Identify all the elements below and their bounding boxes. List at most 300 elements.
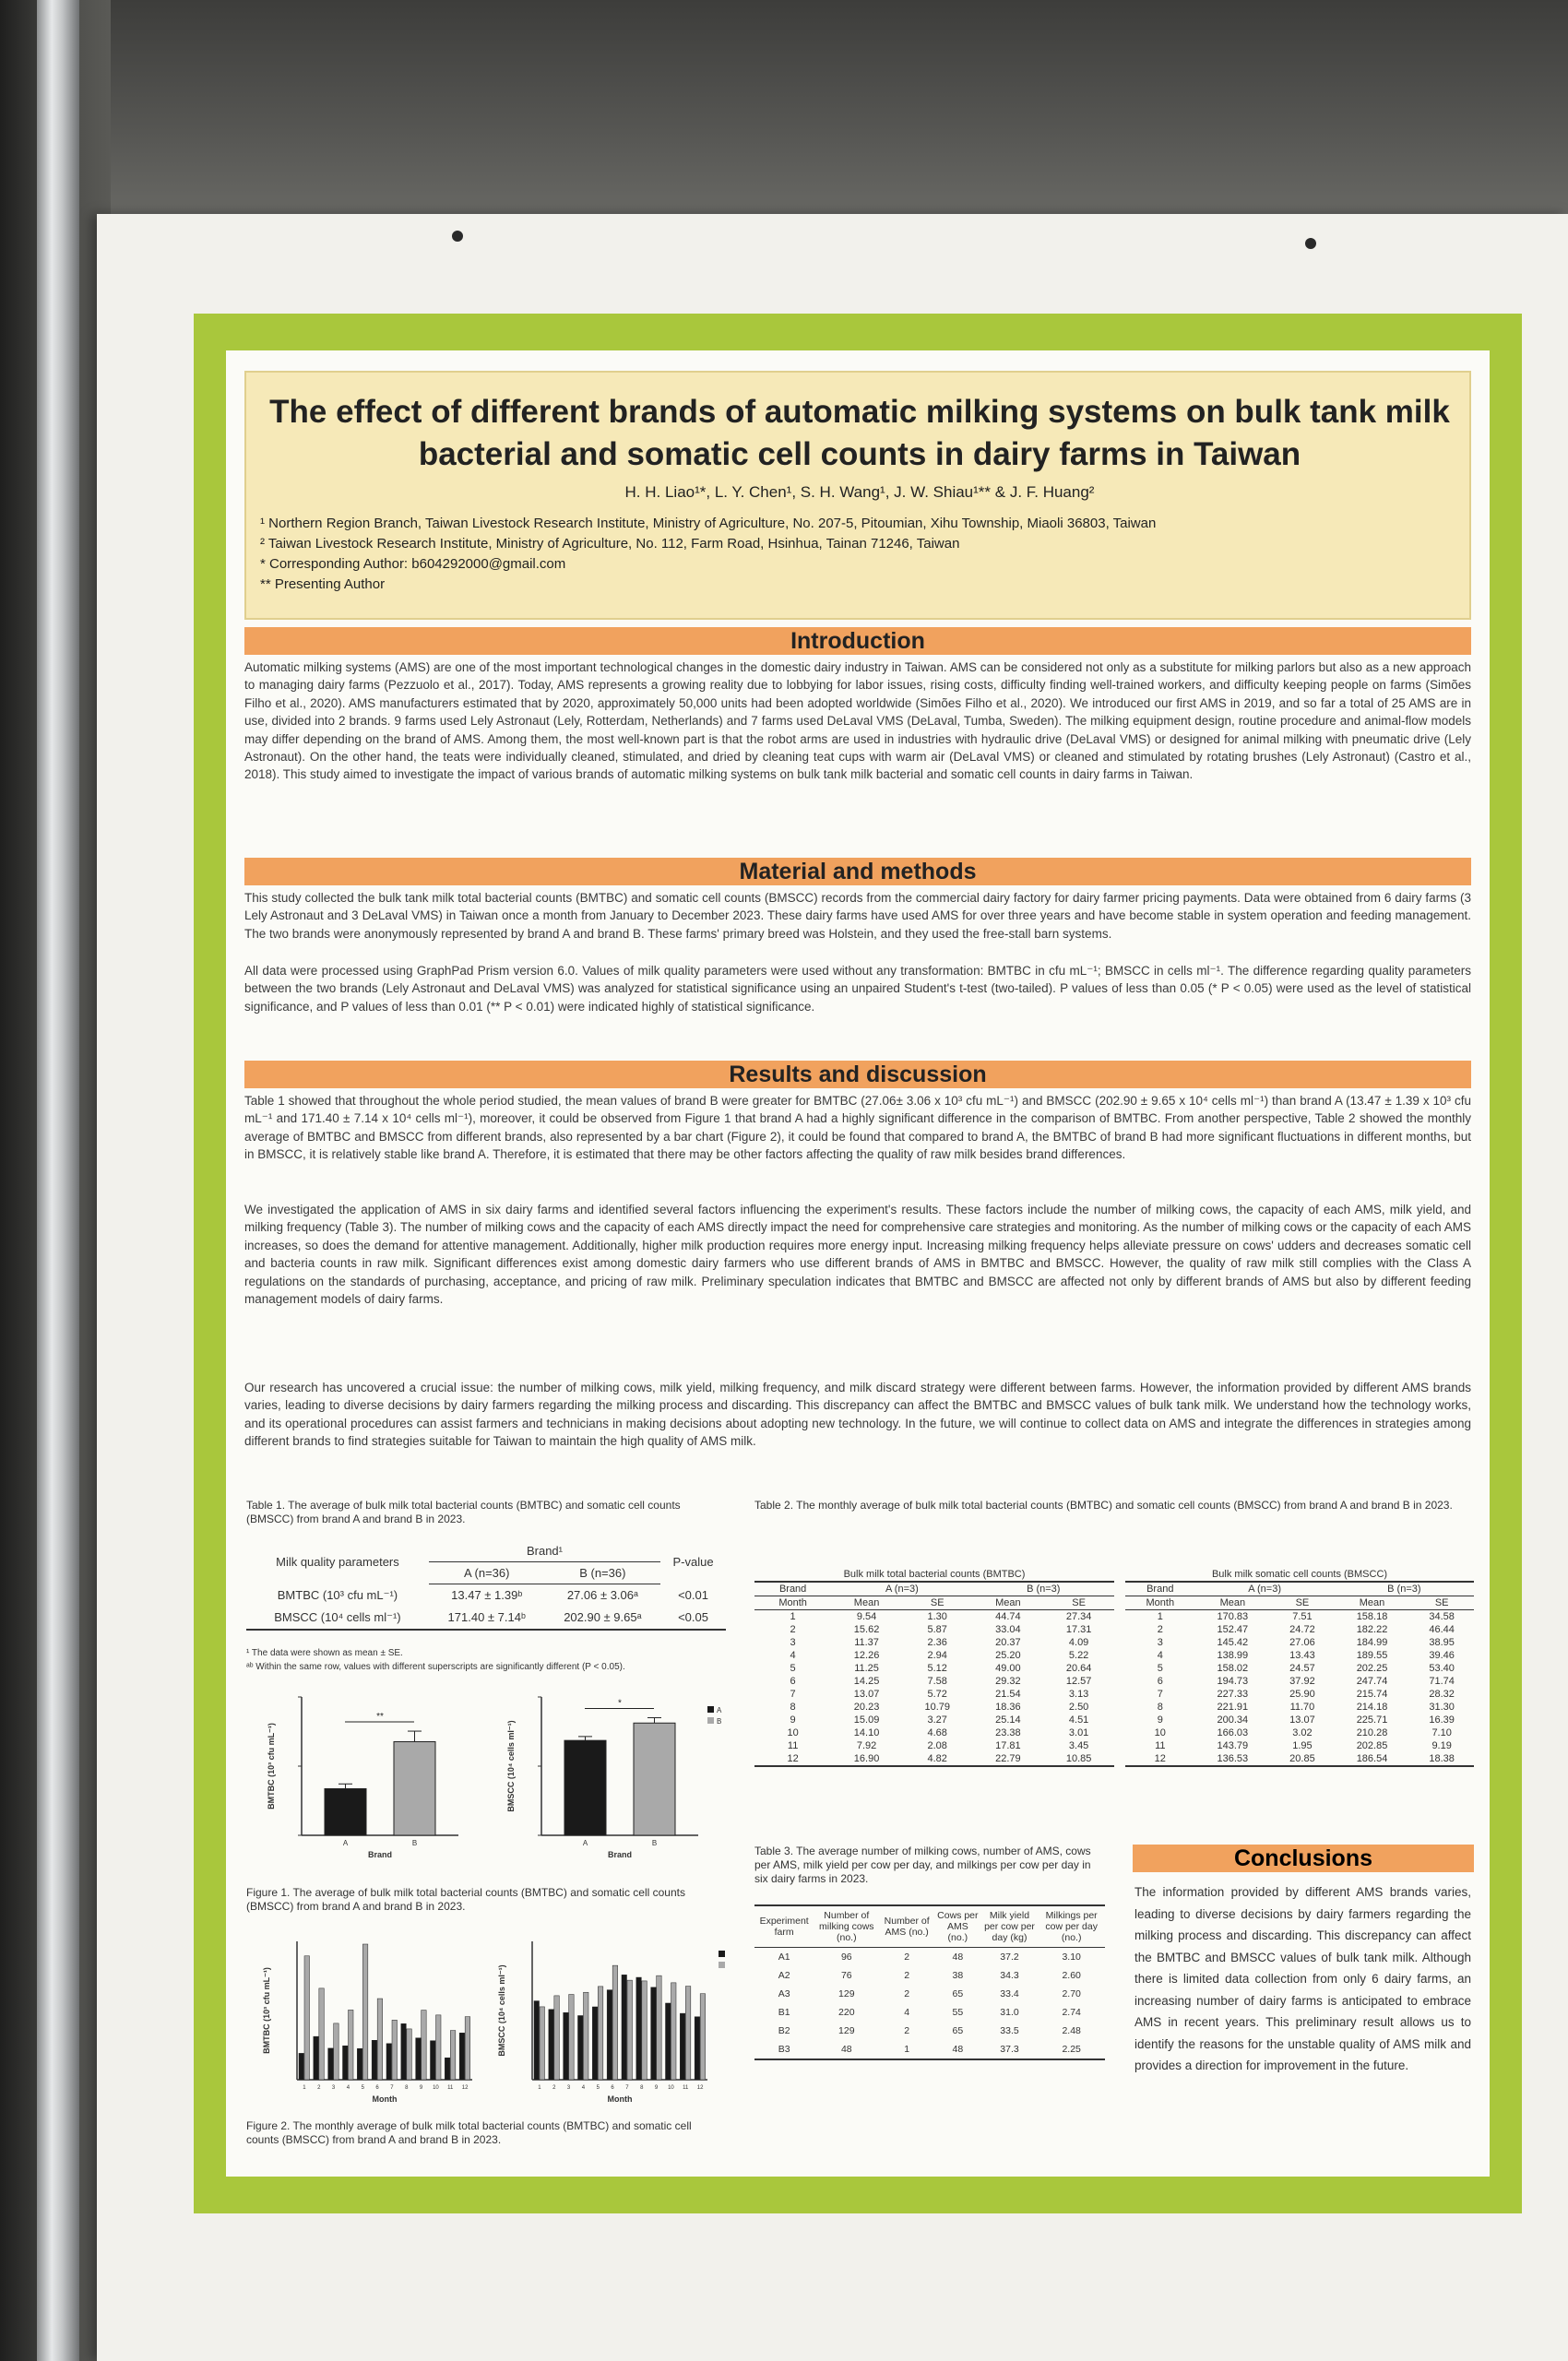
tick-label: 9 — [654, 2085, 659, 2091]
bar — [564, 2012, 569, 2080]
table-cell: 44.74 — [995, 1611, 1021, 1622]
table-cell: 210.28 — [1356, 1727, 1388, 1738]
bar — [343, 2046, 349, 2080]
bar — [540, 2007, 545, 2080]
table-cell: 2 — [790, 1624, 796, 1635]
table2-bmtbc — [754, 1568, 1114, 1767]
table-cell: 5 — [790, 1663, 796, 1674]
table-cell: 46.44 — [1429, 1624, 1455, 1635]
table-cell: 2.48 — [1062, 2025, 1081, 2036]
table-row — [1125, 1688, 1474, 1701]
table-cell: 2.36 — [927, 1637, 947, 1648]
table-row — [1125, 1636, 1474, 1649]
tick-label: 1 — [538, 2085, 541, 2091]
bar — [685, 1987, 691, 2080]
x-axis-label: Month — [607, 2094, 633, 2104]
poster-content — [226, 350, 1490, 2177]
bar — [627, 1980, 633, 2080]
bar — [431, 2041, 436, 2080]
bar — [554, 1996, 560, 2080]
table3-header: Milkings per cow per day (no.) — [1038, 1905, 1105, 1948]
table-cell: 11 — [787, 1740, 799, 1751]
methods-text-2: All data were processed using GraphPad Prism version 6.0. Values of milk quality parameters were used without any transformation: BMTBC in cfu mL⁻¹; BMSCC in cells ml⁻¹. The difference regarding quality parameters between the two brands (Lely Astronaut and DeLaval VMS) was analyzed for statistical significance using an unpaired Student's t-test (two-tailed). P values of less than 0.05 (* P < 0.05) were used as the level of statistical significance, and P values of less than 0.01 (** P < 0.01) were indicated highly of statistical significance. — [244, 964, 1471, 1014]
table-cell: 4 — [1157, 1650, 1163, 1661]
bar — [392, 2020, 398, 2080]
table-row — [754, 2003, 1105, 2022]
bar — [680, 2013, 685, 2080]
tick-label: B — [411, 1839, 418, 1847]
table-cell: 158.02 — [1217, 1663, 1249, 1674]
table-cell: 20.37 — [995, 1637, 1021, 1648]
bar — [612, 1965, 618, 2080]
table-cell: 221.91 — [1217, 1702, 1249, 1713]
bar — [584, 1992, 589, 2080]
table-row — [246, 1584, 726, 1607]
table-cell: 24.72 — [1289, 1624, 1315, 1635]
bar — [304, 1956, 310, 2080]
table2-b-header: B (n=3) — [1335, 1582, 1474, 1596]
table2-b-header: B (n=3) — [973, 1582, 1114, 1596]
table-cell: 220 — [838, 2007, 855, 2018]
presenting-author: ** Presenting Author — [260, 576, 386, 592]
table-cell: 5.72 — [927, 1689, 947, 1700]
table1 — [246, 1540, 726, 1631]
bar — [666, 2003, 671, 2080]
table-row — [1125, 1739, 1474, 1752]
results-text-1: Table 1 showed that throughout the whole period studied, the mean values of brand B were greater for BMTBC (27.06± 3.06 x 10³ cfu mL⁻¹) and BMSCC (202.90 ± 9.65 x 10⁴ cells ml⁻¹) than brand A (13.47 ± 1.39 x 10³ cfu mL⁻¹ and 171.40 ± 7.14 x 10⁴ cells ml⁻¹), moreover, it could be observed from Figure 1 that brand A had a highly significant difference in the comparison of BMTBC. From another perspective, Table 2 showed the monthly average of BMTBC and BMSCC from different brands, also represented by a bar chart (Figure 2), it could be found that compared to brand A, the BMTBC of brand B had more significant fluctuations in different months, but in BMSCC, it is relatively stable like brand A. Therefore, it is estimated that there may be other factors affecting the quality of raw milk besides brand differences. — [244, 1094, 1471, 1162]
bar — [314, 2036, 319, 2080]
table-cell: 17.81 — [995, 1740, 1021, 1751]
table-cell: 2.70 — [1062, 1988, 1081, 1999]
table-cell: 24.57 — [1289, 1663, 1315, 1674]
legend-swatch — [719, 1962, 725, 1968]
conclusions-text: The information provided by different AMS brands varies, leading to diverse decisions by dairy farmers regarding the milking process and discarding. This discrepancy can affect the BMTBC and BMSCC values of bulk tank milk. Although there is limited data collection from only 6 dairy farms, an increasing number of dairy farms is anticipated to embrace AMS in recent years. This preliminary result allows us to identify the reasons for the unstable quality of AMS milk and provides a direction for improvement in the future. — [1134, 1885, 1471, 2072]
table-cell: 9 — [1157, 1714, 1163, 1726]
bar — [459, 2033, 465, 2080]
table-row — [754, 2022, 1105, 2040]
table2-mean-label: Mean — [973, 1596, 1044, 1610]
table-cell: 186.54 — [1335, 1752, 1410, 1766]
table-cell: 21.54 — [995, 1689, 1021, 1700]
y-axis-label: BMSCC (10⁴ cells ml⁻¹) — [497, 1964, 506, 2057]
table3-header: Cows per AMS (no.) — [934, 1905, 981, 1948]
bar — [422, 2011, 427, 2080]
table3 — [754, 1904, 1105, 2060]
table-cell: 14.10 — [853, 1727, 880, 1738]
table-cell: 34.3 — [1000, 1970, 1019, 1981]
wall-background — [0, 0, 1568, 231]
table-cell: 71.74 — [1429, 1676, 1455, 1687]
table-cell: 136.53 — [1195, 1752, 1271, 1766]
bar — [416, 2038, 422, 2080]
bar — [578, 2016, 584, 2080]
table-cell: 247.74 — [1356, 1676, 1388, 1687]
table-cell: 3.01 — [1068, 1727, 1089, 1738]
bar — [569, 1995, 575, 2080]
table-cell: 4.68 — [927, 1727, 947, 1738]
table2-mean-label: Mean — [1195, 1596, 1271, 1610]
table2-se-label: SE — [1043, 1596, 1114, 1610]
table-cell: 152.47 — [1217, 1624, 1249, 1635]
significance-label: * — [618, 1698, 622, 1709]
tick-label: 11 — [447, 2085, 454, 2091]
table-cell: <0.01 — [678, 1588, 708, 1602]
tick-label: 3 — [566, 2085, 571, 2091]
table-cell: 25.20 — [995, 1650, 1021, 1661]
table-cell: 13.07 — [1289, 1714, 1315, 1726]
bar — [386, 2044, 392, 2080]
table-cell: 38.95 — [1429, 1637, 1455, 1648]
x-axis-label: Month — [372, 2094, 398, 2104]
table2-se-label: SE — [902, 1596, 973, 1610]
table-cell: A1 — [778, 1952, 790, 1963]
table-row — [754, 1752, 1114, 1766]
table-cell: 4 — [790, 1650, 796, 1661]
table-cell: 10.79 — [924, 1702, 950, 1713]
table-cell: 5.12 — [927, 1663, 947, 1674]
conclusions-heading: Conclusions — [1133, 1845, 1474, 1872]
table-cell: 29.32 — [995, 1676, 1021, 1687]
table-cell: BMSCC (10⁴ cells ml⁻¹) — [274, 1609, 401, 1624]
table3-header: Milk yield per cow per day (kg) — [981, 1905, 1039, 1948]
table-cell: 33.5 — [1000, 2025, 1019, 2036]
bar — [622, 1975, 627, 2080]
table1-brand-header: Brand¹ — [429, 1540, 660, 1562]
table-cell: 12 — [754, 1752, 831, 1766]
table-cell: 6 — [1157, 1676, 1163, 1687]
table-cell: 48 — [934, 2040, 981, 2059]
table-cell: 5.87 — [927, 1624, 947, 1635]
table-cell: 37.2 — [1000, 1952, 1019, 1963]
poster — [194, 314, 1522, 2213]
table2-se-label: SE — [1409, 1596, 1474, 1610]
table-cell: 4.51 — [1068, 1714, 1089, 1726]
table-cell: 6 — [790, 1676, 796, 1687]
table1-a-header: A (n=36) — [429, 1562, 545, 1584]
table-cell: 5 — [1157, 1663, 1163, 1674]
significance-label: ** — [376, 1712, 384, 1723]
table1-note-2: ᵃᵇ Within the same row, values with different superscripts are significantly different (P < 0.05). — [246, 1662, 625, 1672]
bar — [319, 1988, 325, 2080]
table2-month-label: Month — [1125, 1596, 1195, 1610]
bar — [357, 2048, 362, 2080]
bar — [592, 2007, 598, 2080]
bar — [636, 1977, 642, 2080]
tick-label: 2 — [552, 2085, 556, 2091]
table-cell: 3.13 — [1068, 1689, 1089, 1700]
table2-a-header: A (n=3) — [831, 1582, 972, 1596]
figure2-caption: Figure 2. The monthly average of bulk milk total bacterial counts (BMTBC) and somatic cell counts (BMSCC) from brand A and brand B in 2023. — [246, 2119, 692, 2146]
poster-title: The effect of different brands of automatic milking systems on bulk tank milk bacterial and somatic cell counts in dairy farms in Taiwan — [269, 394, 1450, 472]
methods-heading: Material and methods — [244, 858, 1471, 885]
table-cell: 194.73 — [1217, 1676, 1249, 1687]
table-cell: 10 — [1154, 1727, 1166, 1738]
table-cell: 22.79 — [973, 1752, 1044, 1766]
table-cell: 166.03 — [1217, 1727, 1249, 1738]
table-row — [754, 2040, 1105, 2059]
table-cell: 227.33 — [1217, 1689, 1249, 1700]
bar — [695, 2017, 700, 2080]
table-cell: 225.71 — [1356, 1714, 1388, 1726]
table-row — [754, 1948, 1105, 1967]
tick-label: 10 — [668, 2085, 674, 2091]
tick-label: A — [582, 1839, 588, 1847]
table-cell: 138.99 — [1217, 1650, 1249, 1661]
table2-mean-label: Mean — [831, 1596, 902, 1610]
table2-a-header: A (n=3) — [1195, 1582, 1335, 1596]
table-cell: 129 — [838, 1988, 855, 1999]
tick-label: 4 — [346, 2085, 350, 2091]
metal-pole — [37, 0, 79, 2361]
table-row — [754, 1985, 1105, 2003]
table1-caption: Table 1. The average of bulk milk total bacterial counts (BMTBC) and somatic cell counts (BMSCC) from brand A and brand B in 2023. — [246, 1499, 681, 1525]
bar — [394, 1742, 435, 1835]
table-row — [754, 1649, 1114, 1662]
table-cell: 3.10 — [1062, 1952, 1081, 1963]
table-cell: 8 — [790, 1702, 796, 1713]
table-cell: <0.05 — [678, 1610, 708, 1624]
bar — [436, 2015, 442, 2080]
table2-bmscc-title: Bulk milk somatic cell counts (BMSCC) — [1125, 1568, 1474, 1582]
table-cell: 11.70 — [1289, 1702, 1315, 1713]
table-cell: 76 — [840, 1970, 852, 1981]
tick-label: 6 — [611, 2085, 614, 2091]
y-axis-label: BMTBC (10³ cfu mL⁻¹) — [267, 1723, 276, 1809]
table-cell: 4.09 — [1068, 1637, 1089, 1648]
table-row — [754, 1726, 1114, 1739]
table-row — [754, 1610, 1114, 1624]
table3-header: Number of milking cows (no.) — [814, 1905, 879, 1948]
tick-label: 12 — [696, 2085, 704, 2091]
table-cell: 53.40 — [1429, 1663, 1455, 1674]
pin-icon — [452, 231, 463, 242]
table-cell: 2.50 — [1068, 1702, 1089, 1713]
table-cell: 182.22 — [1356, 1624, 1388, 1635]
table-row — [1125, 1675, 1474, 1688]
table2-bmscc — [1125, 1568, 1474, 1767]
legend-label: A — [717, 1706, 722, 1714]
intro-text: Automatic milking systems (AMS) are one of the most important technological changes in the domestic dairy industry in Taiwan. AMS can be considered not only as a substitute for milking parlors but also as a new approach to managing dairy farms (Pezzuolo et al., 2017). Today, AMS represents a growing reality due to lobbying for labor issues, rising costs, difficulty finding well-trained workers, and difficulty keeping people on farms (Simões Filho et al., 2020). AMS manufacturers estimated that by 2020, approximately 50,000 units had been adopted worldwide (Simões Filho et al., 2020). We introduced our first AMS in 2019, and so far a total of 25 AMS are in use, divided into 2 brands. 9 farms used Lely Astronaut (Lely, Rotterdam, Netherlands) and 7 farms used DeLaval VMS (DeLaval, Tumba, Sweden). The milking equipment design, routine procedure and animal-flow models may differ depending on the brand of AMS. Among them, the most well-known part is that the robot arms are used in industries with hydraulic drive (DeLaval VMS) or designed for animal milking with pneumatic drive (Lely Astronaut). On the other hand, the teats were individually cleaned, stimulated, and dried by cleaning teat cups with warm air (DeLaval VMS) or cleaned and stimulated by rotating brushes (Lely Astronaut) (Castro et al., 2018). This study aimed to investigate the impact of various brands of automatic milking systems on bulk tank milk bacterial and somatic cell counts in dairy farms in Taiwan. — [244, 660, 1471, 782]
table-cell: 2.74 — [1062, 2007, 1081, 2018]
bar — [534, 2001, 540, 2080]
corresponding-author: * Corresponding Author: b604292000@gmail.com — [260, 556, 566, 572]
table-cell: 23.38 — [995, 1727, 1021, 1738]
table-cell: 3 — [1157, 1637, 1163, 1648]
tick-label: 12 — [461, 2085, 469, 2091]
bar — [657, 1975, 662, 2080]
table3-caption: Table 3. The average number of milking cows, number of AMS, cows per AMS, milk yield per cow per day, and milkings per cow per day in six dairy farms in 2023. — [754, 1845, 1091, 1885]
table-row — [754, 1739, 1114, 1752]
results-text-3: Our research has uncovered a crucial issue: the number of milking cows, milk yield, milking frequency, and milk discard strategy were different between farms. However, the information provided by different AMS brands varies, leading to diverse decisions by dairy farmers regarding the milking process and discarding. This discrepancy can affect the BMTBC and BMSCC values of bulk tank milk. We understand how the technology works, and its operational procedures can assist farmers and technicians in making decisions about adopting new technology. In the future, we will continue to collect data on AMS and integrate the differences in strategies among different brands to find strategies suitable for Taiwan to maintain the high quality of AMS milk. — [244, 1381, 1471, 1449]
table-cell: 7.58 — [927, 1676, 947, 1687]
table-cell: 3.02 — [1292, 1727, 1313, 1738]
table-row — [754, 1636, 1114, 1649]
table-cell: 2.08 — [927, 1740, 947, 1751]
table-cell: 1 — [790, 1611, 796, 1622]
bar — [642, 1981, 647, 2080]
table-cell: 2.60 — [1062, 1970, 1081, 1981]
table-cell: 1 — [1157, 1611, 1163, 1622]
table-cell: 2.94 — [927, 1650, 947, 1661]
table-cell: 48 — [952, 1952, 964, 1963]
table-cell: 13.07 — [853, 1689, 880, 1700]
table-row — [1125, 1662, 1474, 1675]
table-cell: 170.83 — [1217, 1611, 1249, 1622]
y-axis-label: BMSCC (10⁴ cells ml⁻¹) — [506, 1720, 516, 1812]
table-cell: 34.58 — [1429, 1611, 1455, 1622]
table2-brand-label: Brand — [1125, 1582, 1195, 1596]
intro-heading: Introduction — [244, 627, 1471, 655]
table-cell: 7.92 — [856, 1740, 877, 1751]
table-cell: 11 — [1155, 1740, 1166, 1751]
title-box — [244, 371, 1471, 620]
table-cell: 16.90 — [831, 1752, 902, 1766]
table-cell: 2.25 — [1038, 2040, 1105, 2059]
affiliation-2: ² Taiwan Livestock Research Institute, Ministry of Agriculture, No. 112, Farm Road, Hsinhua, Tainan 71246, Taiwan — [260, 536, 960, 552]
tick-label: 5 — [361, 2085, 364, 2091]
table-cell: 55 — [952, 2007, 964, 2018]
table-cell: 14.25 — [853, 1676, 880, 1687]
table-cell: 18.36 — [995, 1702, 1021, 1713]
table-row — [754, 1675, 1114, 1688]
tick-label: B — [651, 1839, 658, 1847]
bar — [445, 2058, 450, 2080]
table-cell: 1 — [879, 2040, 934, 2059]
table3-header: Experiment farm — [754, 1905, 814, 1948]
table-cell: 13.43 — [1289, 1650, 1315, 1661]
table-cell: 143.79 — [1217, 1740, 1249, 1751]
table-cell: 28.32 — [1429, 1689, 1455, 1700]
table-cell: 39.46 — [1429, 1650, 1455, 1661]
bar — [651, 1987, 657, 2080]
table-cell: B3 — [754, 2040, 814, 2059]
author-list: H. H. Liao¹*, L. Y. Chen¹, S. H. Wang¹, J. W. Shiau¹** & J. F. Huang² — [624, 483, 1095, 501]
table-cell: 38 — [952, 1970, 964, 1981]
table-cell: 7.10 — [1431, 1727, 1452, 1738]
table-cell: 13.47 ± 1.39ᵇ — [451, 1588, 523, 1603]
table2-month-label: Month — [754, 1596, 831, 1610]
bar — [401, 2023, 407, 2080]
table-row — [1125, 1701, 1474, 1714]
table-cell: 9 — [790, 1714, 796, 1726]
bar — [407, 2029, 412, 2080]
table-cell: 4.82 — [902, 1752, 973, 1766]
table-cell: 7 — [1157, 1689, 1163, 1700]
table-row — [754, 1688, 1114, 1701]
table-cell: 31.0 — [1000, 2007, 1019, 2018]
table2-caption: Table 2. The monthly average of bulk milk total bacterial counts (BMTBC) and somatic cell counts (BMSCC) from brand A and brand B in 2023. — [754, 1499, 1453, 1512]
table-cell: 33.4 — [1000, 1988, 1019, 1999]
bar — [564, 1740, 606, 1835]
table-cell: 200.34 — [1217, 1714, 1249, 1726]
table-cell: 3 — [790, 1637, 796, 1648]
table-row — [1125, 1649, 1474, 1662]
table-cell: BMTBC (10³ cfu mL⁻¹) — [277, 1587, 398, 1602]
tick-label: 6 — [375, 2085, 379, 2091]
tick-label: 7 — [625, 2085, 629, 2091]
table-cell: 7 — [790, 1689, 796, 1700]
table-cell: 8 — [1157, 1702, 1163, 1713]
y-axis-label: BMTBC (10³ cfu mL⁻¹) — [262, 1967, 271, 2054]
table-cell: 12 — [1125, 1752, 1195, 1766]
table-row — [1125, 1623, 1474, 1636]
bar — [299, 2053, 304, 2080]
figure1-chart — [246, 1679, 735, 1863]
table-cell: 25.90 — [1289, 1689, 1315, 1700]
bar — [450, 2031, 456, 2080]
methods-text-1: This study collected the bulk tank milk total bacterial counts (BMTBC) and somatic cell counts (BMSCC) records from the commercial dairy factory for dairy farmer pricing payments. Data were obtained from 6 dairy farms (3 Lely Astronaut and 3 DeLaval VMS) in Taiwan once a month from January to December 2023. These dairy farms have used AMS for over three years and have become stable in system operation and feeding management. The two brands were anonymously represented by brand A and brand B. These farms' primary breed was Holstein, and they used the free-stall barn systems. — [244, 891, 1471, 941]
table-cell: 49.00 — [995, 1663, 1021, 1674]
tick-label: 7 — [390, 2085, 394, 2091]
bar — [598, 1987, 603, 2080]
bar — [334, 2023, 339, 2080]
table-row — [754, 1966, 1105, 1985]
table-cell: 9.19 — [1431, 1740, 1452, 1751]
table-cell: 129 — [838, 2025, 855, 2036]
tick-label: 3 — [331, 2085, 336, 2091]
table-cell: 1.30 — [927, 1611, 947, 1622]
table-cell: 2 — [1157, 1624, 1163, 1635]
table-cell: 9.54 — [856, 1611, 877, 1622]
table-cell: B1 — [778, 2007, 790, 2018]
table-row — [754, 1662, 1114, 1675]
tick-label: 4 — [581, 2085, 586, 2091]
table-cell: 12.26 — [853, 1650, 880, 1661]
table-cell: 18.38 — [1409, 1752, 1474, 1766]
x-axis-label: Brand — [367, 1850, 393, 1859]
table-cell: 25.14 — [995, 1714, 1021, 1726]
bar — [349, 2010, 354, 2080]
tick-label: 11 — [683, 2085, 689, 2091]
table-row — [754, 1701, 1114, 1714]
table-row — [1125, 1752, 1474, 1766]
table-row — [1125, 1610, 1474, 1624]
table-cell: 65 — [952, 1988, 964, 1999]
table3-header: Number of AMS (no.) — [879, 1905, 934, 1948]
table-cell: 145.42 — [1217, 1637, 1249, 1648]
table-cell: 4 — [904, 2007, 910, 2018]
figure1-caption: Figure 1. The average of bulk milk total bacterial counts (BMTBC) and somatic cell counts (BMSCC) from brand A and brand B in 2023. — [246, 1886, 685, 1913]
table-cell: 5.22 — [1068, 1650, 1089, 1661]
table1-p-header: P-value — [672, 1555, 714, 1570]
table-row — [1125, 1726, 1474, 1739]
table-cell: 214.18 — [1356, 1702, 1388, 1713]
x-axis-label: Brand — [607, 1850, 633, 1859]
table-cell: 37.92 — [1289, 1676, 1315, 1687]
table-row — [754, 1623, 1114, 1636]
table-cell: 17.31 — [1065, 1624, 1092, 1635]
table2-se-label: SE — [1270, 1596, 1335, 1610]
table-cell: 3.45 — [1068, 1740, 1089, 1751]
bar — [634, 1723, 675, 1835]
affiliation-1: ¹ Northern Region Branch, Taiwan Livestock Research Institute, Ministry of Agriculture, No. 207-5, Pitoumian, Xihu Township, Miaoli 36803, Taiwan — [260, 516, 1157, 531]
bar — [328, 2048, 334, 2080]
table-cell: 1.95 — [1292, 1740, 1313, 1751]
table-cell: 37.3 — [981, 2040, 1039, 2059]
tick-label: 8 — [405, 2085, 409, 2091]
bar — [362, 1944, 368, 2080]
table-cell: 27.34 — [1065, 1611, 1092, 1622]
figure2-chart — [246, 1923, 735, 2107]
table-cell: 202.90 ± 9.65ᵃ — [564, 1610, 642, 1624]
tick-label: 5 — [596, 2085, 600, 2091]
table-cell: 65 — [952, 2025, 964, 2036]
legend-swatch — [707, 1717, 714, 1724]
results-heading: Results and discussion — [244, 1061, 1471, 1088]
table-cell: 10.85 — [1043, 1752, 1114, 1766]
table-cell: 27.06 ± 3.06ᵃ — [566, 1588, 638, 1603]
table2-mean-label: Mean — [1335, 1596, 1410, 1610]
